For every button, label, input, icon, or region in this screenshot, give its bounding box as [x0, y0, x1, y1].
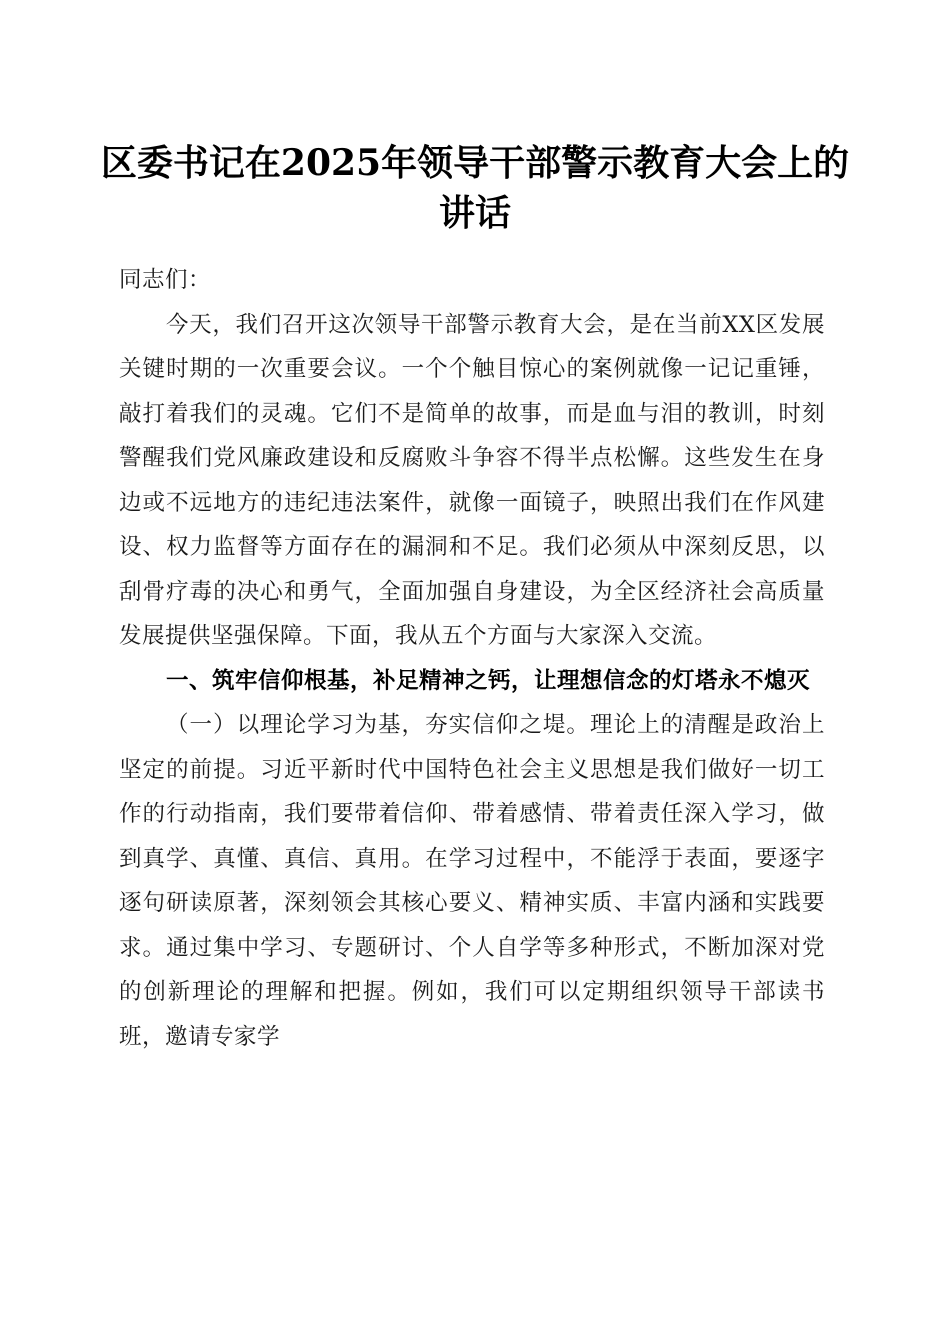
section-heading-1: 一、筑牢信仰根基，补足精神之钙，让理想信念的灯塔永不熄灭 — [166, 667, 811, 694]
salutation: 同志们： — [119, 267, 212, 293]
document-body — [119, 258, 825, 1059]
paragraph-section-1-1: （一）以理论学习为基，夯实信仰之堤。理论上的清醒是政治上坚定的前提。习近平新时代中国特色社会主义思想是我们做好一切工作的行动指南，我们要带着信仰、带着感情、带着责任深入学习，做到真学、真懂、真信、真用。在学习过程中，不能浮于表面，要逐字逐句研读原著，深刻领会其核心要义、精神实质、丰富内涵和实践要求。通过集中学习、专题研讨、个人自学等多种形式，不断加深对党的创新理论的理解和把握。例如，我们可以定期组织领导干部读书班，邀请专家学 — [119, 712, 825, 1050]
paragraph-intro: 今天，我们召开这次领导干部警示教育大会，是在当前XX区发展关键时期的一次重要会议。一个个触目惊心的案例就像一记记重锤，敲打着我们的灵魂。它们不是简单的故事，而是血与泪的教训，时刻警醒我们党风廉政建设和反腐败斗争容不得半点松懈。这些发生在身边或不远地方的违纪违法案件，就像一面镜子，映照出我们在作风建设、权力监督等方面存在的漏洞和不足。我们必须从中深刻反思，以刮骨疗毒的决心和勇气，全面加强自身建设，为全区经济社会高质量发展提供坚强保障。下面，我从五个方面与大家深入交流。 — [119, 311, 825, 649]
document-title: 区委书记在2025年领导干部警示教育大会上的讲话 — [100, 142, 850, 234]
